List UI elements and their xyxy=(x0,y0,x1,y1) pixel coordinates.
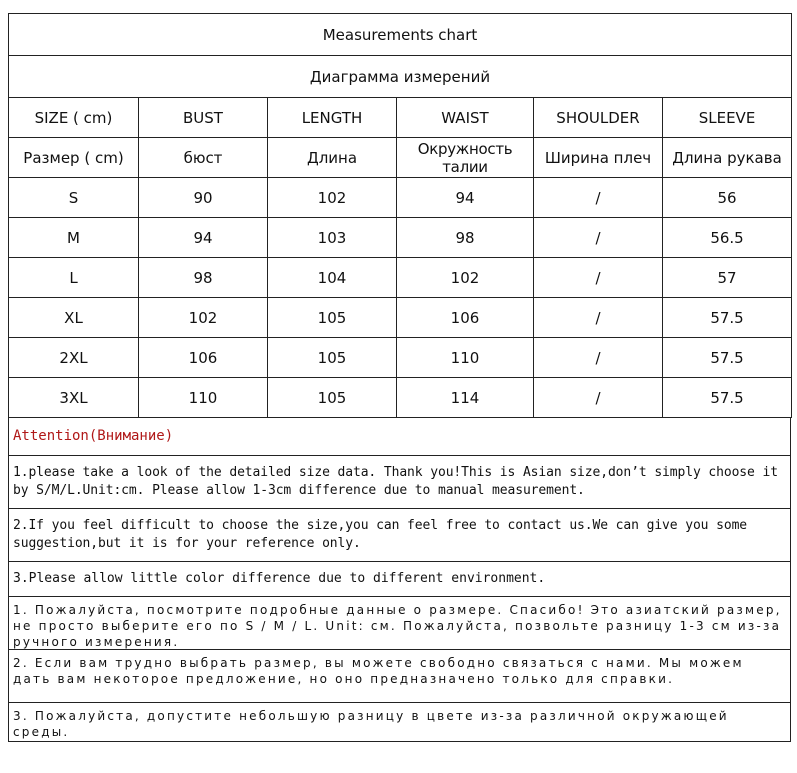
cell-shoulder: / xyxy=(534,258,663,298)
notes-section xyxy=(8,418,791,742)
table-row xyxy=(9,338,792,378)
table-row xyxy=(9,298,792,338)
header-bust-en: BUST xyxy=(139,98,268,138)
header-length-en: LENGTH xyxy=(268,98,397,138)
cell-shoulder: / xyxy=(534,178,663,218)
cell-size: XL xyxy=(9,298,139,338)
header-size-en: SIZE ( cm) xyxy=(9,98,139,138)
header-shoulder-en: SHOULDER xyxy=(534,98,663,138)
cell-length: 105 xyxy=(268,298,397,338)
cell-sleeve: 56.5 xyxy=(663,218,792,258)
cell-length: 105 xyxy=(268,378,397,418)
cell-waist: 102 xyxy=(397,258,534,298)
cell-size: 3XL xyxy=(9,378,139,418)
title-row-ru xyxy=(9,56,792,98)
cell-size: M xyxy=(9,218,139,258)
header-waist-en: WAIST xyxy=(397,98,534,138)
attention-heading: Attention(Внимание) xyxy=(13,428,174,444)
cell-waist: 94 xyxy=(397,178,534,218)
table-title-ru: Диаграмма измерений xyxy=(9,56,792,98)
note-ru-2: 2. Если вам трудно выбрать размер, вы можете свободно связаться с нами. Мы можем дать вам некоторое предложение, но оно предназначено только для справки. xyxy=(9,649,790,702)
cell-length: 104 xyxy=(268,258,397,298)
header-waist-ru: Окружность талии xyxy=(397,138,534,178)
cell-bust: 106 xyxy=(139,338,268,378)
cell-sleeve: 57.5 xyxy=(663,378,792,418)
cell-sleeve: 56 xyxy=(663,178,792,218)
cell-shoulder: / xyxy=(534,338,663,378)
cell-shoulder: / xyxy=(534,378,663,418)
cell-length: 103 xyxy=(268,218,397,258)
cell-shoulder: / xyxy=(534,298,663,338)
header-row-ru xyxy=(9,138,792,178)
header-bust-ru: бюст xyxy=(139,138,268,178)
table-title-en: Measurements chart xyxy=(9,14,792,56)
header-sleeve-en: SLEEVE xyxy=(663,98,792,138)
table-row xyxy=(9,258,792,298)
cell-waist: 98 xyxy=(397,218,534,258)
header-length-ru: Длина xyxy=(268,138,397,178)
header-sleeve-ru: Длина рукава xyxy=(663,138,792,178)
header-shoulder-ru: Ширина плеч xyxy=(534,138,663,178)
cell-waist: 114 xyxy=(397,378,534,418)
cell-sleeve: 57 xyxy=(663,258,792,298)
table-row xyxy=(9,218,792,258)
cell-size: 2XL xyxy=(9,338,139,378)
cell-size: S xyxy=(9,178,139,218)
measurements-table xyxy=(8,13,792,418)
size-chart-sheet xyxy=(8,13,791,742)
table-row xyxy=(9,378,792,418)
cell-size: L xyxy=(9,258,139,298)
title-row-en xyxy=(9,14,792,56)
cell-waist: 106 xyxy=(397,298,534,338)
cell-shoulder: / xyxy=(534,218,663,258)
cell-length: 102 xyxy=(268,178,397,218)
cell-length: 105 xyxy=(268,338,397,378)
cell-sleeve: 57.5 xyxy=(663,298,792,338)
note-en-3: 3.Please allow little color difference due to different environment. xyxy=(9,561,790,596)
cell-bust: 102 xyxy=(139,298,268,338)
table-row xyxy=(9,178,792,218)
note-en-2: 2.If you feel difficult to choose the size,you can feel free to contact us.We can give you some suggestion,but it is for your reference only. xyxy=(9,508,790,561)
cell-bust: 110 xyxy=(139,378,268,418)
cell-bust: 90 xyxy=(139,178,268,218)
cell-waist: 110 xyxy=(397,338,534,378)
note-ru-1: 1. Пожалуйста, посмотрите подробные данные о размере. Спасибо! Это азиатский размер, не просто выберите его по S / M / L. Unit: см. Пожалуйста, позвольте разницу 1-3 см из-за ручного измерения. xyxy=(9,596,790,649)
cell-bust: 94 xyxy=(139,218,268,258)
cell-sleeve: 57.5 xyxy=(663,338,792,378)
header-size-ru: Размер ( cm) xyxy=(9,138,139,178)
note-ru-3: 3. Пожалуйста, допустите небольшую разницу в цвете из-за различной окружающей среды. xyxy=(9,702,790,741)
note-en-1: 1.please take a look of the detailed size data. Thank you!This is Asian size,don’t simply choose it by S/M/L.Unit:cm. Please allow 1-3cm difference due to manual measurement. xyxy=(9,455,790,508)
cell-bust: 98 xyxy=(139,258,268,298)
header-row-en xyxy=(9,98,792,138)
